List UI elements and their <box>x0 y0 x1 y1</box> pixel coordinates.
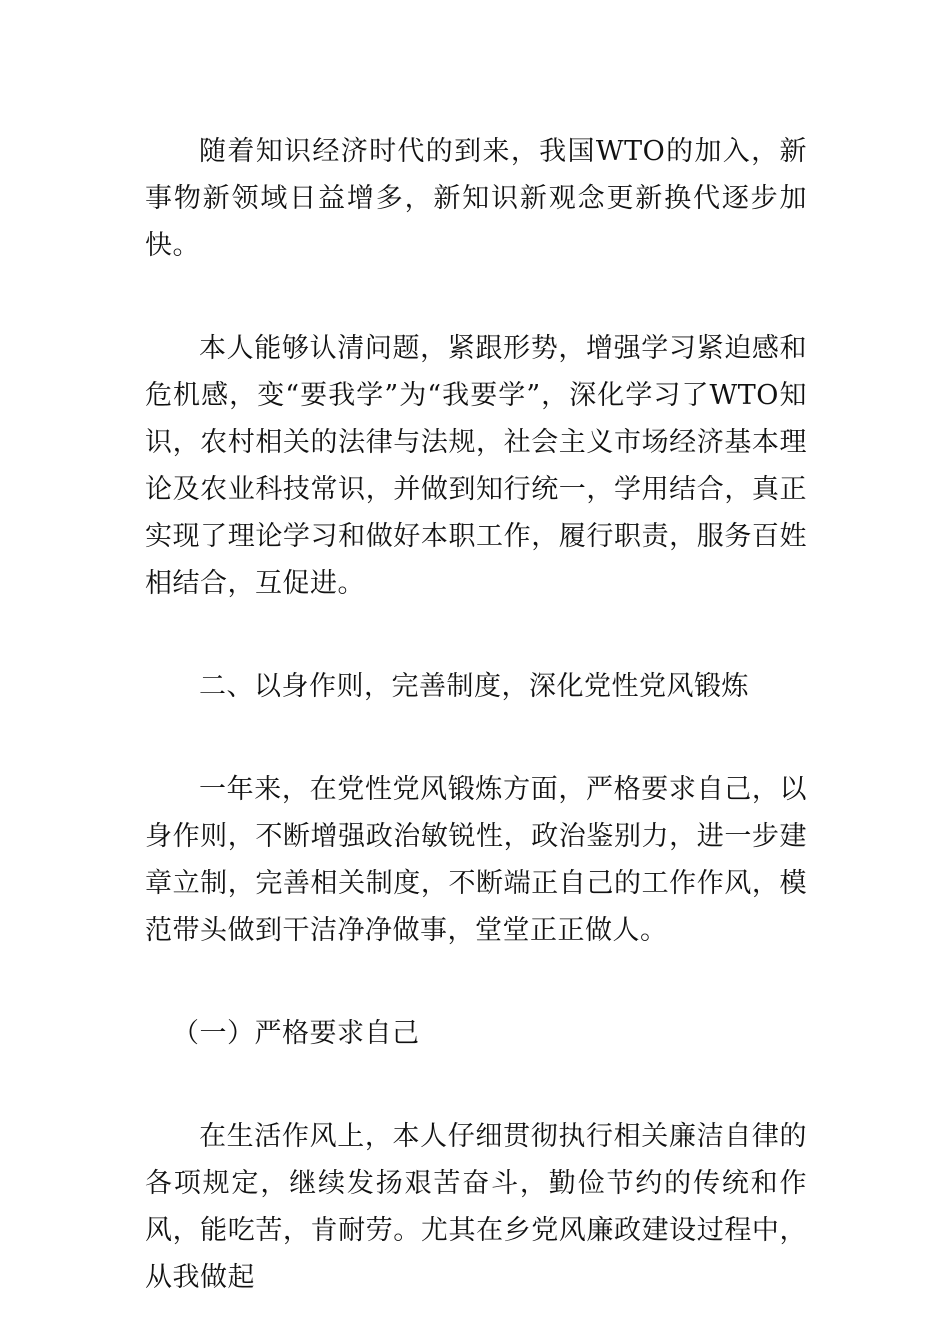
section-heading: 二、以身作则，完善制度，深化党性党风锻炼 <box>199 671 749 702</box>
document-page <box>145 128 807 1301</box>
paragraph-party-conduct: 一年来，在党性党风锻炼方面，严格要求自己，以身作则，不断增强政治敏锐性，政治鉴别力，进一步建章立制，完善相关制度，不断端正自己的工作作风，模范带头做到干洁净净做事，堂堂正正做人。 <box>145 774 807 946</box>
paragraph-study: 本人能够认清问题，紧跟形势，增强学习紧迫感和危机感，变“要我学”为“我要学”，深化学习了WTO知识，农村相关的法律与法规，社会主义市场经济基本理论及农业科技常识，并做到知行统一，学用结合，真正实现了理论学习和做好本职工作，履行职责，服务百姓相结合，互促进。 <box>145 333 807 599</box>
paragraph-wto-intro: 随着知识经济时代的到来，我国WTO的加入，新事物新领域日益增多，新知识新观念更新换代逐步加快。 <box>145 136 807 261</box>
paragraph-lifestyle: 在生活作风上，本人仔细贯彻执行相关廉洁自律的各项规定，继续发扬艰苦奋斗，勤俭节约的传统和作风，能吃苦，肯耐劳。尤其在乡党风廉政建设过程中，从我做起 <box>145 1121 807 1293</box>
sub-heading: （一）严格要求自己 <box>172 1018 420 1049</box>
